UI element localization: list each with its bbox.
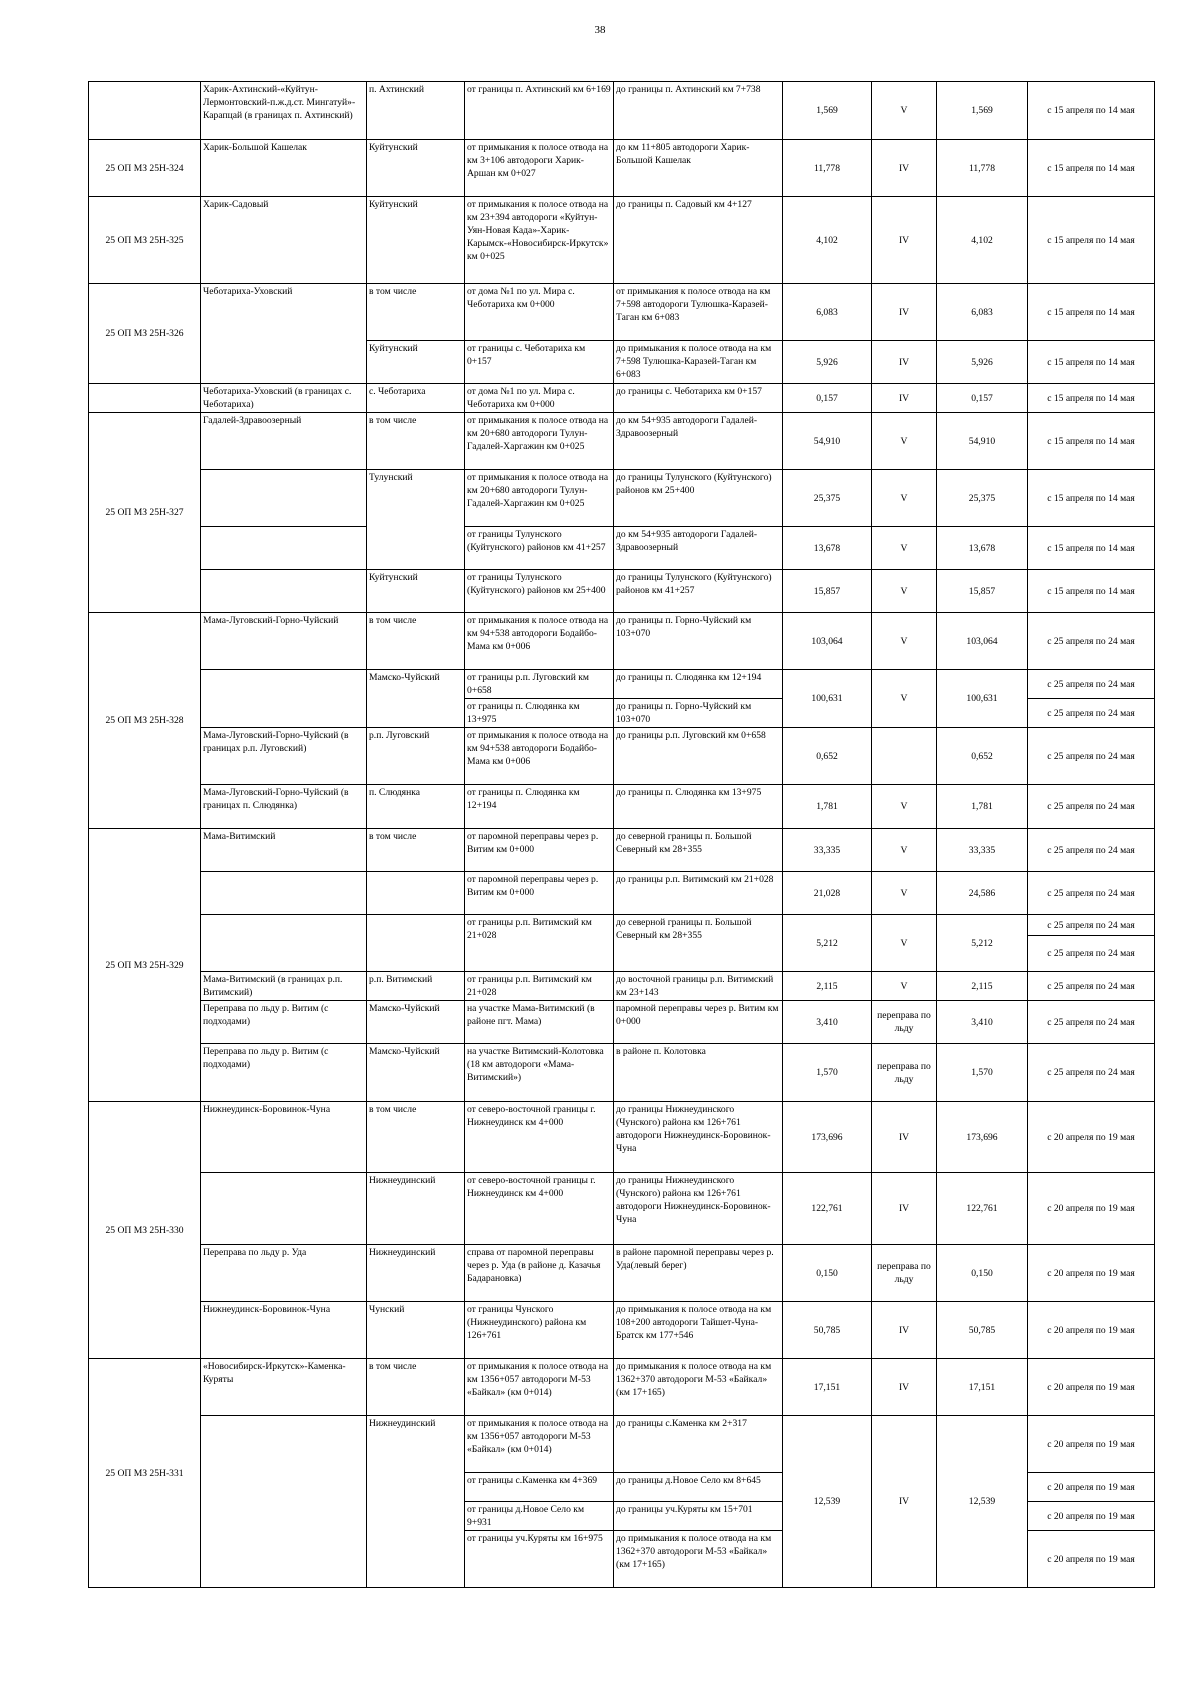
to-cell: до примыкания к полосе отвода на км 1362+370 автодороги М-53 «Байкал» (км 17+165) — [614, 1531, 783, 1588]
length-cell: 54,910 — [783, 413, 872, 470]
from-cell: от примыкания к полосе отвода на км 23+394 автодороги «Куйтун-Уян-Новая Када»-Харик-Карымск-«Новосибирск-Иркутск» км 0+025 — [465, 197, 614, 284]
from-cell: от границы р.п. Витимский км 21+028 — [465, 972, 614, 1001]
to-cell: паромной переправы через р. Витим км 0+000 — [614, 1001, 783, 1044]
length-cell: 3,410 — [783, 1001, 872, 1044]
to-cell: до границы Тулунского (Куйтунского) районов км 25+400 — [614, 470, 783, 527]
to-cell: до границы п. Слюдянка км 12+194 — [614, 670, 783, 699]
from-cell: от паромной переправы через р. Витим км 0+000 — [465, 829, 614, 872]
from-cell: от примыкания к полосе отвода на км 1356+057 автодороги М-53 «Байкал» (км 0+014) — [465, 1416, 614, 1473]
table-row — [89, 570, 1155, 613]
period-cell: с 20 апреля по 19 мая — [1028, 1302, 1155, 1359]
period-cell: с 15 апреля по 14 мая — [1028, 570, 1155, 613]
from-cell: от примыкания к полосе отвода на км 94+538 автодороги Бодайбо-Мама км 0+006 — [465, 613, 614, 670]
from-cell: от северо-восточной границы г. Нижнеудинск км 4+000 — [465, 1173, 614, 1245]
from-cell: от дома №1 по ул. Мира с. Чеботариха км 0+000 — [465, 284, 614, 341]
period-cell: с 20 апреля по 19 мая — [1028, 1473, 1155, 1502]
to-cell: до границы д.Новое Село км 8+645 — [614, 1473, 783, 1502]
road-code-cell: 25 ОП МЗ 25Н-331 — [89, 1359, 201, 1588]
length-cell: 5,926 — [783, 341, 872, 384]
from-cell: от примыкания к полосе отвода на км 20+680 автодороги Тулун-Гадалей-Харгажин км 0+025 — [465, 413, 614, 470]
category-cell: V — [872, 785, 937, 829]
from-cell: на участке Мама-Витимский (в районе пгт. Мама) — [465, 1001, 614, 1044]
district-cell: Мамско-Чуйский — [367, 670, 465, 728]
restricted-length-cell: 12,539 — [937, 1416, 1028, 1588]
to-cell: до границы п. Садовый км 4+127 — [614, 197, 783, 284]
period-cell: с 15 апреля по 14 мая — [1028, 527, 1155, 570]
restricted-length-cell: 25,375 — [937, 470, 1028, 527]
category-cell: V — [872, 570, 937, 613]
district-cell: Чунский — [367, 1302, 465, 1359]
length-cell: 100,631 — [783, 670, 872, 728]
category-cell: IV — [872, 341, 937, 384]
from-cell: от границы р.п. Луговский км 0+658 — [465, 670, 614, 699]
period-cell: с 15 апреля по 14 мая — [1028, 384, 1155, 413]
road-name-cell — [201, 915, 367, 972]
period-cell: с 15 апреля по 14 мая — [1028, 82, 1155, 140]
length-cell: 0,157 — [783, 384, 872, 413]
district-cell: р.п. Луговский — [367, 728, 465, 785]
road-name-cell: Нижнеудинск-Боровинок-Чуна — [201, 1302, 367, 1359]
district-cell: в том числе — [367, 413, 465, 470]
district-cell: в том числе — [367, 613, 465, 670]
from-cell: от границы уч.Куряты км 16+975 — [465, 1531, 614, 1588]
length-cell: 4,102 — [783, 197, 872, 284]
length-cell: 0,150 — [783, 1245, 872, 1302]
length-cell: 0,652 — [783, 728, 872, 785]
to-cell: до границы р.п. Луговский км 0+658 — [614, 728, 783, 785]
from-cell: от примыкания к полосе отвода на км 1356+057 автодороги М-53 «Байкал» (км 0+014) — [465, 1359, 614, 1416]
road-name-cell: Харик-Ахтинский-«Куйтун-Лермонтовский-п.ж.д.ст. Мингатуй»-Карапцай (в границах п. Ахтинский) — [201, 82, 367, 140]
category-cell: V — [872, 915, 937, 972]
from-cell: справа от паромной переправы через р. Уда (в районе д. Казачья Бадарановка) — [465, 1245, 614, 1302]
category-cell: IV — [872, 1302, 937, 1359]
table-row — [89, 1359, 1155, 1416]
table-row — [89, 527, 1155, 570]
length-cell: 103,064 — [783, 613, 872, 670]
district-cell: Нижнеудинский — [367, 1245, 465, 1302]
period-cell: с 15 апреля по 14 мая — [1028, 284, 1155, 341]
district-cell: в том числе — [367, 1359, 465, 1416]
table-row — [89, 1173, 1155, 1245]
to-cell: до границы с. Чеботариха км 0+157 — [614, 384, 783, 413]
table-row — [89, 1102, 1155, 1173]
restricted-length-cell: 5,212 — [937, 915, 1028, 972]
category-cell: V — [872, 470, 937, 527]
category-cell: IV — [872, 197, 937, 284]
length-cell: 50,785 — [783, 1302, 872, 1359]
district-cell: Мамско-Чуйский — [367, 1044, 465, 1102]
to-cell: до примыкания к полосе отвода на км 7+598 Тулюшка-Каразей-Таган км 6+083 — [614, 341, 783, 384]
length-cell: 6,083 — [783, 284, 872, 341]
table-row — [89, 1044, 1155, 1102]
road-name-cell: Мама-Луговский-Горно-Чуйский — [201, 613, 367, 670]
to-cell: до границы п. Горно-Чуйский км 103+070 — [614, 699, 783, 728]
code-cell — [89, 384, 201, 413]
from-cell: от примыкания к полосе отвода на км 94+538 автодороги Бодайбо-Мама км 0+006 — [465, 728, 614, 785]
restricted-length-cell: 1,569 — [937, 82, 1028, 140]
table-row — [89, 785, 1155, 829]
period-cell: с 15 апреля по 14 мая — [1028, 413, 1155, 470]
road-name-cell: Гадалей-Здравоозерный — [201, 413, 367, 470]
restricted-length-cell: 11,778 — [937, 140, 1028, 197]
district-cell: в том числе — [367, 284, 465, 341]
to-cell: в районе п. Колотовка — [614, 1044, 783, 1102]
restricted-length-cell: 2,115 — [937, 972, 1028, 1001]
district-cell: п. Ахтинский — [367, 82, 465, 140]
period-cell: с 25 апреля по 24 мая — [1028, 872, 1155, 915]
road-name-cell — [201, 872, 367, 915]
road-name-cell: Мама-Луговский-Горно-Чуйский (в границах п. Слюдянка) — [201, 785, 367, 829]
from-cell: от границы Тулунского (Куйтунского) районов км 41+257 — [465, 527, 614, 570]
length-cell: 1,569 — [783, 82, 872, 140]
to-cell: в районе паромной переправы через р. Уда(левый берег) — [614, 1245, 783, 1302]
to-cell: до границы р.п. Витимский км 21+028 — [614, 872, 783, 915]
road-code-cell: 25 ОП МЗ 25Н-328 — [89, 613, 201, 829]
from-cell: от паромной переправы через р. Витим км 0+000 — [465, 872, 614, 915]
length-cell: 21,028 — [783, 872, 872, 915]
to-cell: до северной границы п. Большой Северный км 28+355 — [614, 829, 783, 872]
length-cell: 5,212 — [783, 915, 872, 972]
restricted-length-cell: 5,926 — [937, 341, 1028, 384]
restricted-length-cell: 33,335 — [937, 829, 1028, 872]
period-cell: с 25 апреля по 24 мая — [1028, 670, 1155, 699]
table-row — [89, 613, 1155, 670]
length-cell: 122,761 — [783, 1173, 872, 1245]
table-row — [89, 728, 1155, 785]
period-cell: с 25 апреля по 24 мая — [1028, 699, 1155, 728]
from-cell: от границы Чунского (Нижнеудинского) района км 126+761 — [465, 1302, 614, 1359]
restricted-length-cell: 1,570 — [937, 1044, 1028, 1102]
length-cell: 173,696 — [783, 1102, 872, 1173]
district-cell: с. Чеботариха — [367, 384, 465, 413]
district-cell: Тулунский — [367, 470, 465, 570]
to-cell: до км 54+935 автодороги Гадалей-Здравоозерный — [614, 527, 783, 570]
length-cell: 25,375 — [783, 470, 872, 527]
category-cell: IV — [872, 1102, 937, 1173]
period-cell: с 25 апреля по 24 мая — [1028, 1001, 1155, 1044]
category-cell: V — [872, 829, 937, 872]
from-cell: от границы с. Чеботариха км 0+157 — [465, 341, 614, 384]
category-cell: IV — [872, 140, 937, 197]
district-cell: р.п. Витимский — [367, 972, 465, 1001]
restricted-length-cell: 103,064 — [937, 613, 1028, 670]
period-cell: с 25 апреля по 24 мая — [1028, 613, 1155, 670]
length-cell: 33,335 — [783, 829, 872, 872]
length-cell: 12,539 — [783, 1416, 872, 1588]
period-cell: с 25 апреля по 24 мая — [1028, 829, 1155, 872]
category-cell: IV — [872, 1416, 937, 1588]
restricted-length-cell: 0,157 — [937, 384, 1028, 413]
category-cell: IV — [872, 284, 937, 341]
category-cell: переправа по льду — [872, 1044, 937, 1102]
road-name-cell: «Новосибирск-Иркутск»-Каменка-Куряты — [201, 1359, 367, 1416]
district-cell: п. Слюдянка — [367, 785, 465, 829]
road-name-cell: Переправа по льду р. Витим (с подходами) — [201, 1044, 367, 1102]
to-cell: от примыкания к полосе отвода на км 7+598 автодороги Тулюшка-Каразей-Таган км 6+083 — [614, 284, 783, 341]
road-name-cell: Мама-Витимский — [201, 829, 367, 872]
from-cell: от примыкания к полосе отвода на км 20+680 автодороги Тулун-Гадалей-Харгажин км 0+025 — [465, 470, 614, 527]
restricted-length-cell: 173,696 — [937, 1102, 1028, 1173]
table-row — [89, 384, 1155, 413]
road-code-cell: 25 ОП МЗ 25Н-329 — [89, 829, 201, 1102]
table-row — [89, 284, 1155, 341]
length-cell: 1,570 — [783, 1044, 872, 1102]
period-cell: с 25 апреля по 24 мая — [1028, 915, 1155, 936]
category-cell: IV — [872, 1359, 937, 1416]
category-cell: IV — [872, 1173, 937, 1245]
from-cell: от границы Тулунского (Куйтунского) районов км 25+400 — [465, 570, 614, 613]
period-cell: с 25 апреля по 24 мая — [1028, 728, 1155, 785]
restricted-length-cell: 50,785 — [937, 1302, 1028, 1359]
road-name-cell: Мама-Луговский-Горно-Чуйский (в границах р.п. Луговский) — [201, 728, 367, 785]
category-cell: V — [872, 872, 937, 915]
to-cell: до границы п. Слюдянка км 13+975 — [614, 785, 783, 829]
to-cell: до границы с.Каменка км 2+317 — [614, 1416, 783, 1473]
restricted-length-cell: 1,781 — [937, 785, 1028, 829]
road-name-cell: Переправа по льду р. Уда — [201, 1245, 367, 1302]
restricted-length-cell: 6,083 — [937, 284, 1028, 341]
restricted-length-cell: 4,102 — [937, 197, 1028, 284]
from-cell: от границы п. Слюдянка км 12+194 — [465, 785, 614, 829]
district-cell: в том числе — [367, 1102, 465, 1173]
period-cell: с 15 апреля по 14 мая — [1028, 140, 1155, 197]
district-cell: Мамско-Чуйский — [367, 1001, 465, 1044]
road-code-cell: 25 ОП МЗ 25Н-325 — [89, 197, 201, 284]
length-cell: 13,678 — [783, 527, 872, 570]
road-name-cell: Харик-Садовый — [201, 197, 367, 284]
road-name-cell — [201, 1173, 367, 1245]
to-cell: до примыкания к полосе отвода на км 108+200 автодороги Тайшет-Чуна-Братск км 177+546 — [614, 1302, 783, 1359]
road-name-cell — [201, 527, 367, 570]
to-cell: до примыкания к полосе отвода на км 1362+370 автодороги М-53 «Байкал» (км 17+165) — [614, 1359, 783, 1416]
length-cell: 11,778 — [783, 140, 872, 197]
length-cell: 15,857 — [783, 570, 872, 613]
category-cell: V — [872, 82, 937, 140]
district-cell: Куйтунский — [367, 140, 465, 197]
period-cell: с 20 апреля по 19 мая — [1028, 1502, 1155, 1531]
road-name-cell: Мама-Витимский (в границах р.п. Витимский) — [201, 972, 367, 1001]
to-cell: до границы Нижнеудинского (Чунского) района км 126+761 автодороги Нижнеудинск-Боровинок-Чуна — [614, 1173, 783, 1245]
period-cell: с 20 апреля по 19 мая — [1028, 1359, 1155, 1416]
period-cell: с 20 апреля по 19 мая — [1028, 1531, 1155, 1588]
road-code-cell: 25 ОП МЗ 25Н-324 — [89, 140, 201, 197]
category-cell: V — [872, 972, 937, 1001]
category-cell: переправа по льду — [872, 1001, 937, 1044]
restricted-length-cell: 100,631 — [937, 670, 1028, 728]
from-cell: от северо-восточной границы г. Нижнеудинск км 4+000 — [465, 1102, 614, 1173]
to-cell: до км 11+805 автодороги Харик-Большой Кашелак — [614, 140, 783, 197]
to-cell: до границы п. Ахтинский км 7+738 — [614, 82, 783, 140]
road-name-cell — [201, 570, 367, 613]
table-row — [89, 670, 1155, 699]
road-name-cell: Харик-Большой Кашелак — [201, 140, 367, 197]
period-cell: с 15 апреля по 14 мая — [1028, 197, 1155, 284]
category-cell: IV — [872, 384, 937, 413]
restricted-length-cell: 17,151 — [937, 1359, 1028, 1416]
restricted-length-cell: 13,678 — [937, 527, 1028, 570]
from-cell: от границы р.п. Витимский км 21+028 — [465, 915, 614, 972]
to-cell: до границы Тулунского (Куйтунского) районов км 41+257 — [614, 570, 783, 613]
district-cell: в том числе — [367, 829, 465, 872]
category-cell — [872, 728, 937, 785]
table-row — [89, 1001, 1155, 1044]
table-row — [89, 1416, 1155, 1473]
road-name-cell — [201, 470, 367, 527]
district-cell: Куйтунский — [367, 570, 465, 613]
road-name-cell — [201, 1416, 367, 1588]
road-code-cell: 25 ОП МЗ 25Н-326 — [89, 284, 201, 384]
period-cell: с 20 апреля по 19 мая — [1028, 1173, 1155, 1245]
table-row — [89, 413, 1155, 470]
from-cell: от границы с.Каменка км 4+369 — [465, 1473, 614, 1502]
road-name-cell: Чеботариха-Уховский — [201, 284, 367, 384]
table-row — [89, 140, 1155, 197]
road-name-cell: Нижнеудинск-Боровинок-Чуна — [201, 1102, 367, 1173]
period-cell: с 20 апреля по 19 мая — [1028, 1102, 1155, 1173]
period-cell: с 15 апреля по 14 мая — [1028, 341, 1155, 384]
from-cell: от границы п. Слюдянка км 13+975 — [465, 699, 614, 728]
restricted-length-cell: 54,910 — [937, 413, 1028, 470]
category-cell: V — [872, 670, 937, 728]
district-cell — [367, 872, 465, 915]
to-cell: до км 54+935 автодороги Гадалей-Здравоозерный — [614, 413, 783, 470]
from-cell: на участке Витимский-Колотовка (18 км автодороги «Мама-Витимский») — [465, 1044, 614, 1102]
length-cell: 1,781 — [783, 785, 872, 829]
district-cell: Нижнеудинский — [367, 1416, 465, 1588]
category-cell: V — [872, 527, 937, 570]
from-cell: от примыкания к полосе отвода на км 3+106 автодороги Харик-Аршан км 0+027 — [465, 140, 614, 197]
category-cell: переправа по льду — [872, 1245, 937, 1302]
to-cell: до границы п. Горно-Чуйский км 103+070 — [614, 613, 783, 670]
period-cell: с 20 апреля по 19 мая — [1028, 1416, 1155, 1473]
category-cell: V — [872, 413, 937, 470]
category-cell: V — [872, 613, 937, 670]
table-row — [89, 197, 1155, 284]
page-number: 38 — [594, 24, 606, 36]
table-row — [89, 972, 1155, 1001]
road-code-cell: 25 ОП МЗ 25Н-330 — [89, 1102, 201, 1359]
from-cell: от дома №1 по ул. Мира с. Чеботариха км 0+000 — [465, 384, 614, 413]
period-cell: с 25 апреля по 24 мая — [1028, 936, 1155, 972]
period-cell: с 20 апреля по 19 мая — [1028, 1245, 1155, 1302]
restricted-length-cell: 3,410 — [937, 1001, 1028, 1044]
restricted-length-cell: 24,586 — [937, 872, 1028, 915]
road-code-cell: 25 ОП МЗ 25Н-327 — [89, 413, 201, 613]
restricted-length-cell: 0,652 — [937, 728, 1028, 785]
period-cell: с 25 апреля по 24 мая — [1028, 972, 1155, 1001]
district-cell: Куйтунский — [367, 197, 465, 284]
from-cell: от границы д.Новое Село км 9+931 — [465, 1502, 614, 1531]
to-cell: до границы Нижнеудинского (Чунского) района км 126+761 автодороги Нижнеудинск-Боровинок-Чуна — [614, 1102, 783, 1173]
road-name-cell: Переправа по льду р. Витим (с подходами) — [201, 1001, 367, 1044]
length-cell: 17,151 — [783, 1359, 872, 1416]
to-cell: до восточной границы р.п. Витимский км 23+143 — [614, 972, 783, 1001]
code-cell — [89, 82, 201, 140]
district-cell: Куйтунский — [367, 341, 465, 384]
table-row — [89, 82, 1155, 140]
period-cell: с 25 апреля по 24 мая — [1028, 785, 1155, 829]
table-row — [89, 470, 1155, 527]
length-cell: 2,115 — [783, 972, 872, 1001]
restricted-length-cell: 0,150 — [937, 1245, 1028, 1302]
road-name-cell: Чеботариха-Уховский (в границах с. Чеботариха) — [201, 384, 367, 413]
road-name-cell — [201, 670, 367, 728]
road-restrictions-table — [88, 81, 1155, 1588]
table-row — [89, 872, 1155, 915]
period-cell: с 25 апреля по 24 мая — [1028, 1044, 1155, 1102]
period-cell: с 15 апреля по 14 мая — [1028, 470, 1155, 527]
table-row — [89, 915, 1155, 936]
restricted-length-cell: 122,761 — [937, 1173, 1028, 1245]
restricted-length-cell: 15,857 — [937, 570, 1028, 613]
table-row — [89, 1245, 1155, 1302]
table-row — [89, 829, 1155, 872]
from-cell: от границы п. Ахтинский км 6+169 — [465, 82, 614, 140]
to-cell: до границы уч.Куряты км 15+701 — [614, 1502, 783, 1531]
table-row — [89, 1302, 1155, 1359]
to-cell: до северной границы п. Большой Северный км 28+355 — [614, 915, 783, 972]
district-cell: Нижнеудинский — [367, 1173, 465, 1245]
district-cell — [367, 915, 465, 972]
